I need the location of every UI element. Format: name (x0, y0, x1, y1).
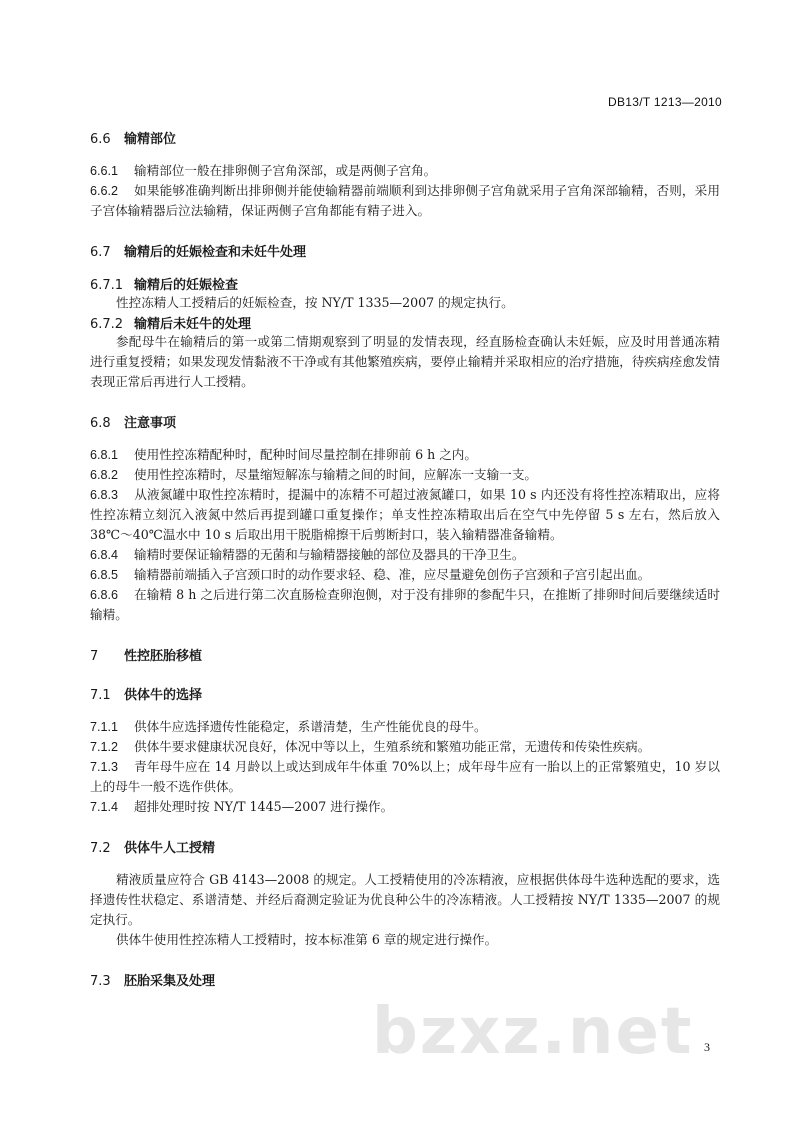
subsection-heading-6-7-1: 6.7.1 输精后的妊娠检查 (90, 278, 239, 293)
clause-6-8-6: 6.8.6 在输精 8 h 之后进行第二次直肠检查卵泡侧，对于没有排卵的参配牛只，在推断了排卵时间后要继续适时输精。 (90, 587, 720, 622)
clause-7-1-1: 7.1.1 供体牛应选择遗传性能稳定，系谱清楚，生产性能优良的母牛。 (90, 719, 487, 734)
clause-7-2-paragraph-2: 供体牛使用性控冻精人工授精时，按本标准第 6 章的规定进行操作。 (116, 932, 498, 947)
section-heading-7-1: 7.1 供体牛的选择 (90, 688, 203, 703)
chapter-heading-7: 7 性控胚胎移植 (90, 649, 203, 664)
clause-6-6-2: 6.6.2 如果能够准确判断出排卵侧并能使输精器前端顺利到达排卵侧子宫角就采用子宫角深部输精，否则，采用子宫体输精器后泣法输精，保证两侧子宫角都能有精子进入。 (90, 183, 720, 218)
clause-6-6-1: 6.6.1 输精部位一般在排卵侧子宫角深部，或是两侧子宫角。 (90, 163, 437, 178)
page-number: 3 (704, 1040, 710, 1054)
section-heading-6-8: 6.8 注意事项 (90, 416, 177, 431)
clause-6-7-2-text: 参配母牛在输精后的第一或第二情期观察到了明显的发情表现，经直肠检查确认未妊娠，应及时用普通冻精进行重复授精；如果发现发情黏液不干净或有其他繁殖疾病，要停止输精并采取相应的治疗措施，待疾病痊愈发情表现正常后再进行人工授精。 (90, 334, 720, 389)
section-heading-6-6: 6.6 输精部位 (90, 132, 177, 147)
standard-code: DB13/T 1213—2010 (608, 95, 722, 109)
section-heading-7-3: 7.3 胚胎采集及处理 (90, 974, 216, 989)
clause-7-1-4: 7.1.4 超排处理时按 NY/T 1445—2007 进行操作。 (90, 799, 394, 814)
clause-7-2-paragraph-1: 精液质量应符合 GB 4143—2008 的规定。人工授精使用的冷冻精液，应根据供体母牛选种选配的要求，选择遗传性状稳定、系谱清楚、并经后裔测定验证为优良种公牛的冷冻精液。人工授精按 NY/T 1335—2007 的规定执行。 (90, 872, 720, 927)
watermark: bzxz.net (372, 995, 694, 1069)
clause-6-7-1-text: 性控冻精人工授精后的妊娠检查，按 NY/T 1335—2007 的规定执行。 (116, 295, 514, 310)
section-heading-7-2: 7.2 供体牛人工授精 (90, 841, 216, 856)
page-content (90, 128, 720, 989)
clause-7-1-2: 7.1.2 供体牛要求健康状况良好，体况中等以上，生殖系统和繁殖功能正常，无遗传和传染性疾病。 (90, 739, 651, 754)
clause-6-8-2: 6.8.2 使用性控冻精时，尽量缩短解冻与输精之间的时间，应解冻一支输一支。 (90, 467, 537, 482)
subsection-heading-6-7-2: 6.7.2 输精后未妊牛的处理 (90, 317, 252, 332)
clause-7-1-3: 7.1.3 青年母牛应在 14 月龄以上或达到成年牛体重 70%以上；成年母牛应有一胎以上的正常繁殖史，10 岁以上的母牛一般不选作供体。 (90, 759, 720, 794)
clause-6-8-5: 6.8.5 输精器前端插入子宫颈口时的动作要求轻、稳、准，应尽量避免创伤子宫颈和子宫引起出血。 (90, 567, 651, 582)
section-heading-6-7: 6.7 输精后的妊娠检查和未妊牛处理 (90, 245, 307, 260)
clause-6-8-4: 6.8.4 输精时要保证输精器的无菌和与输精器接触的部位及器具的干净卫生。 (90, 547, 525, 562)
clause-6-8-1: 6.8.1 使用性控冻精配种时，配种时间尽量控制在排卵前 6 h 之内。 (90, 447, 477, 462)
clause-6-8-3: 6.8.3 从液氮罐中取性控冻精时，提漏中的冻精不可超过液氮罐口，如果 10 s 内还没有将性控冻精取出，应将性控冻精立刻沉入液氮中然后再提到罐口重复操作；单支性控冻精取出后在空气中先停留 5 s 左右，然后放入 38℃～40℃温水中 10 s 后取出用干脱脂棉擦干后剪断封口，装入输精器准备输精。 (90, 487, 720, 542)
